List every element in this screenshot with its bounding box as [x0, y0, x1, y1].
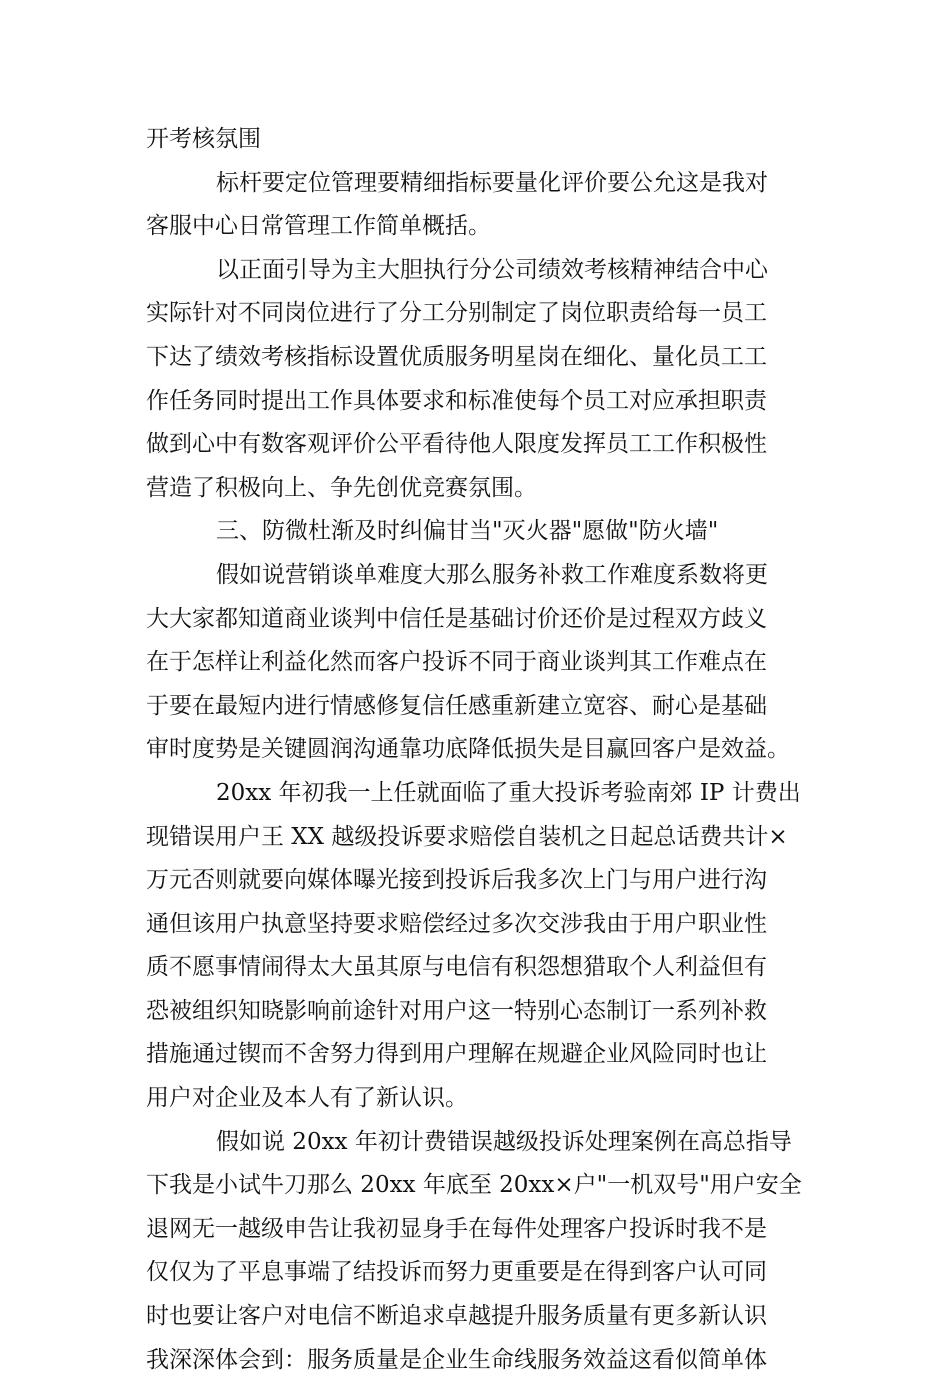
- text-line: 我深深体会到：服务质量是企业生命线服务效益这看似简单体: [146, 1346, 767, 1373]
- body-text: [146, 118, 802, 1382]
- text-line: 退网无一越级申告让我初显身手在每件处理客户投诉时我不是: [146, 1215, 767, 1242]
- paragraph-start-line: 标杆要定位管理要精细指标要量化评价要公允这是我对: [216, 169, 768, 196]
- section-heading: 三、防微杜渐及时纠偏甘当"灭火器"愿做"防火墙": [216, 518, 719, 545]
- text-line: 下达了绩效考核指标设置优质服务明星岗在细化、量化员工工: [146, 343, 767, 370]
- paragraph-start-line: 以正面引导为主大胆执行分公司绩效考核精神结合中心: [216, 256, 768, 283]
- text-line: 质不愿事情闹得太大虽其原与电信有积怨想猎取个人利益但有: [146, 954, 767, 981]
- text-line: 下我是小试牛刀那么 20xx 年底至 20xx×户"一机双号"用户安全: [146, 1172, 802, 1199]
- text-line: 恐被组织知晓影响前途针对用户这一特别心态制订一系列补救: [146, 997, 767, 1024]
- text-line: 在于怎样让利益化然而客户投诉不同于商业谈判其工作难点在: [146, 649, 767, 676]
- paragraph-start-line: 假如说营销谈单难度大那么服务补救工作难度系数将更: [216, 561, 768, 588]
- text-line: 于要在最短内进行情感修复信任感重新建立宽容、耐心是基础: [146, 692, 767, 719]
- text-line: 时也要让客户对电信不断追求卓越提升服务质量有更多新认识: [146, 1303, 767, 1330]
- text-line: 用户对企业及本人有了新认识。: [146, 1085, 468, 1112]
- text-line: 做到心中有数客观评价公平看待他人限度发挥员工工作积极性: [146, 431, 767, 458]
- text-line: 作任务同时提出工作具体要求和标准使每个员工对应承担职责: [146, 387, 767, 414]
- text-line: 措施通过锲而不舍努力得到用户理解在规避企业风险同时也让: [146, 1041, 767, 1068]
- text-line: 营造了积极向上、争先创优竞赛氛围。: [146, 474, 537, 501]
- text-line: 客服中心日常管理工作简单概括。: [146, 213, 491, 240]
- text-line: 现错误用户王 XX 越级投诉要求赔偿自装机之日起总话费共计×: [146, 823, 788, 850]
- text-line: 开考核氛围: [146, 126, 261, 152]
- text-line: 大大家都知道商业谈判中信任是基础讨价还价是过程双方歧义: [146, 605, 767, 632]
- text-line: 仅仅为了平息事端了结投诉而努力更重要是在得到客户认可同: [146, 1259, 767, 1286]
- text-line: 通但该用户执意坚持要求赔偿经过多次交涉我由于用户职业性: [146, 910, 767, 937]
- text-line: 万元否则就要向媒体曝光接到投诉后我多次上门与用户进行沟: [146, 867, 767, 894]
- paragraph-start-line: 假如说 20xx 年初计费错误越级投诉处理案例在高总指导: [216, 1128, 792, 1155]
- paragraph-start-line: 20xx 年初我一上任就面临了重大投诉考验南郊 IP 计费出: [216, 779, 801, 806]
- text-line: 实际针对不同岗位进行了分工分别制定了岗位职责给每一员工: [146, 300, 767, 327]
- text-line: 审时度势是关键圆润沟通靠功底降低损失是目赢回客户是效益。: [146, 736, 790, 763]
